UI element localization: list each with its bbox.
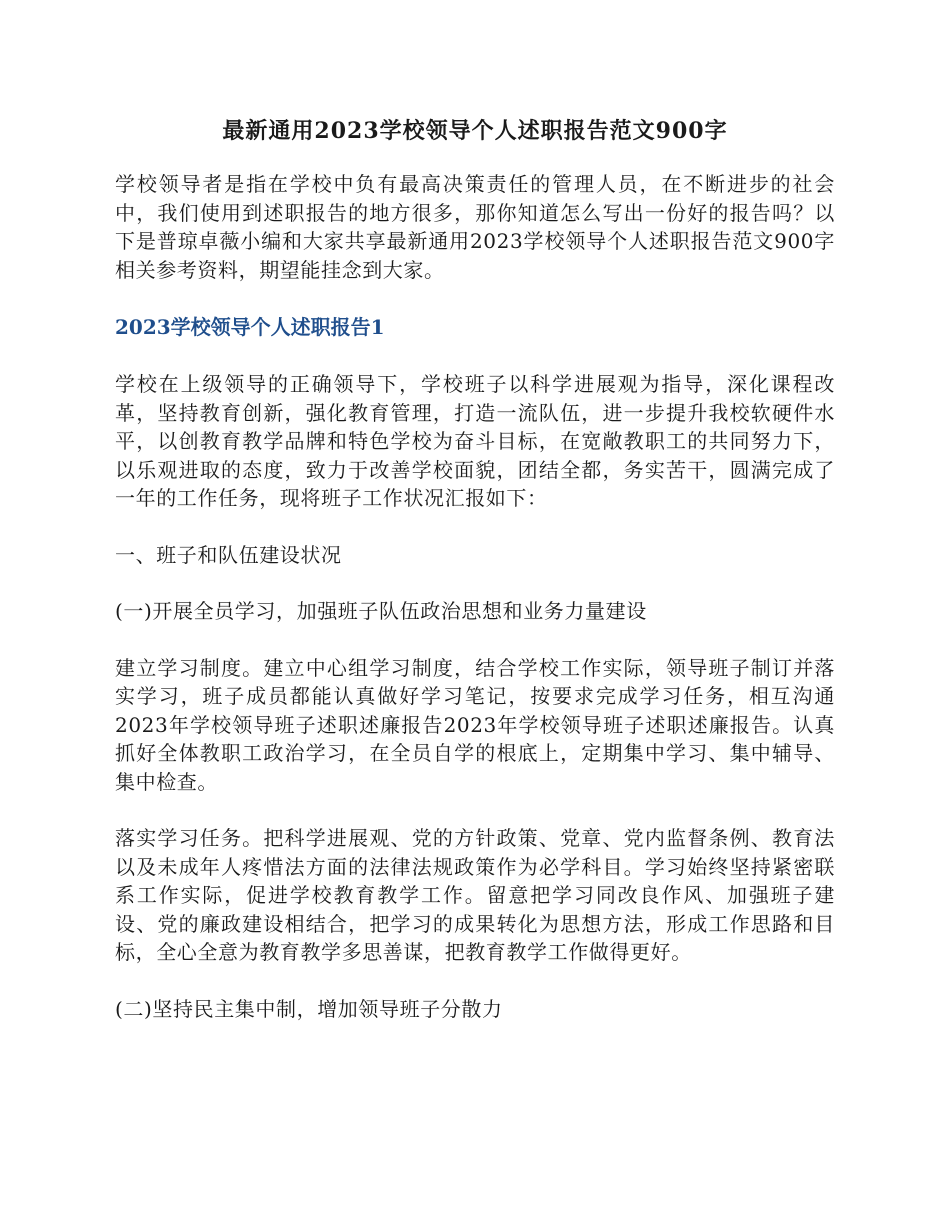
subheading-level-2: (二)坚持民主集中制，增加领导班子分散力: [115, 996, 503, 1021]
document-title: 最新通用2023学校领导个人述职报告范文900字: [222, 118, 728, 144]
document-body: [115, 112, 835, 1051]
body-paragraph: 学校在上级领导的正确领导下，学校班子以科学进展观为指导，深化课程改革，坚持教育创新，强化教育管理，打造一流队伍，进一步提升我校软硬件水平，以创教育教学品牌和特色学校为奋斗目标，在宽敞教职工的共同努力下，以乐观进取的态度，致力于改善学校面貌，团结全都，务实苦干，圆满完成了一年的工作任务，现将班子工作状况汇报如下：: [115, 372, 835, 510]
intro-paragraph: 学校领导者是指在学校中负有最高决策责任的管理人员，在不断进步的社会中，我们使用到述职报告的地方很多，那你知道怎么写出一份好的报告吗？以下是普琼卓薇小编和大家共享最新通用2023学校领导个人述职报告范文900字相关参考资料，期望能挂念到大家。: [115, 172, 835, 282]
body-paragraph: 建立学习制度。建立中心组学习制度，结合学校工作实际，领导班子制订并落实学习，班子成员都能认真做好学习笔记，按要求完成学习任务，相互沟通2023年学校领导班子述职述廉报告2023年学校领导班子述职述廉报告。认真抓好全体教职工政治学习，在全员自学的根底上，定期集中学习、集中辅导、集中检查。: [115, 655, 835, 794]
subheading-level-1: 一、班子和队伍建设状况: [115, 542, 342, 567]
section-heading: 2023学校领导个人述职报告1: [115, 315, 385, 339]
subheading-level-2: (一)开展全员学习，加强班子队伍政治思想和业务力量建设: [115, 599, 647, 623]
body-paragraph: 落实学习任务。把科学进展观、党的方针政策、党章、党内监督条例、教育法以及未成年人疼惜法方面的法律法规政策作为必学科目。学习始终坚持紧密联系工作实际，促进学校教育教学工作。留意把学习同改良作风、加强班子建设、党的廉政建设相结合，把学习的成果转化为思想方法，形成工作思路和目标，全心全意为教育教学多思善谋，把教育教学工作做得更好。: [115, 826, 835, 964]
